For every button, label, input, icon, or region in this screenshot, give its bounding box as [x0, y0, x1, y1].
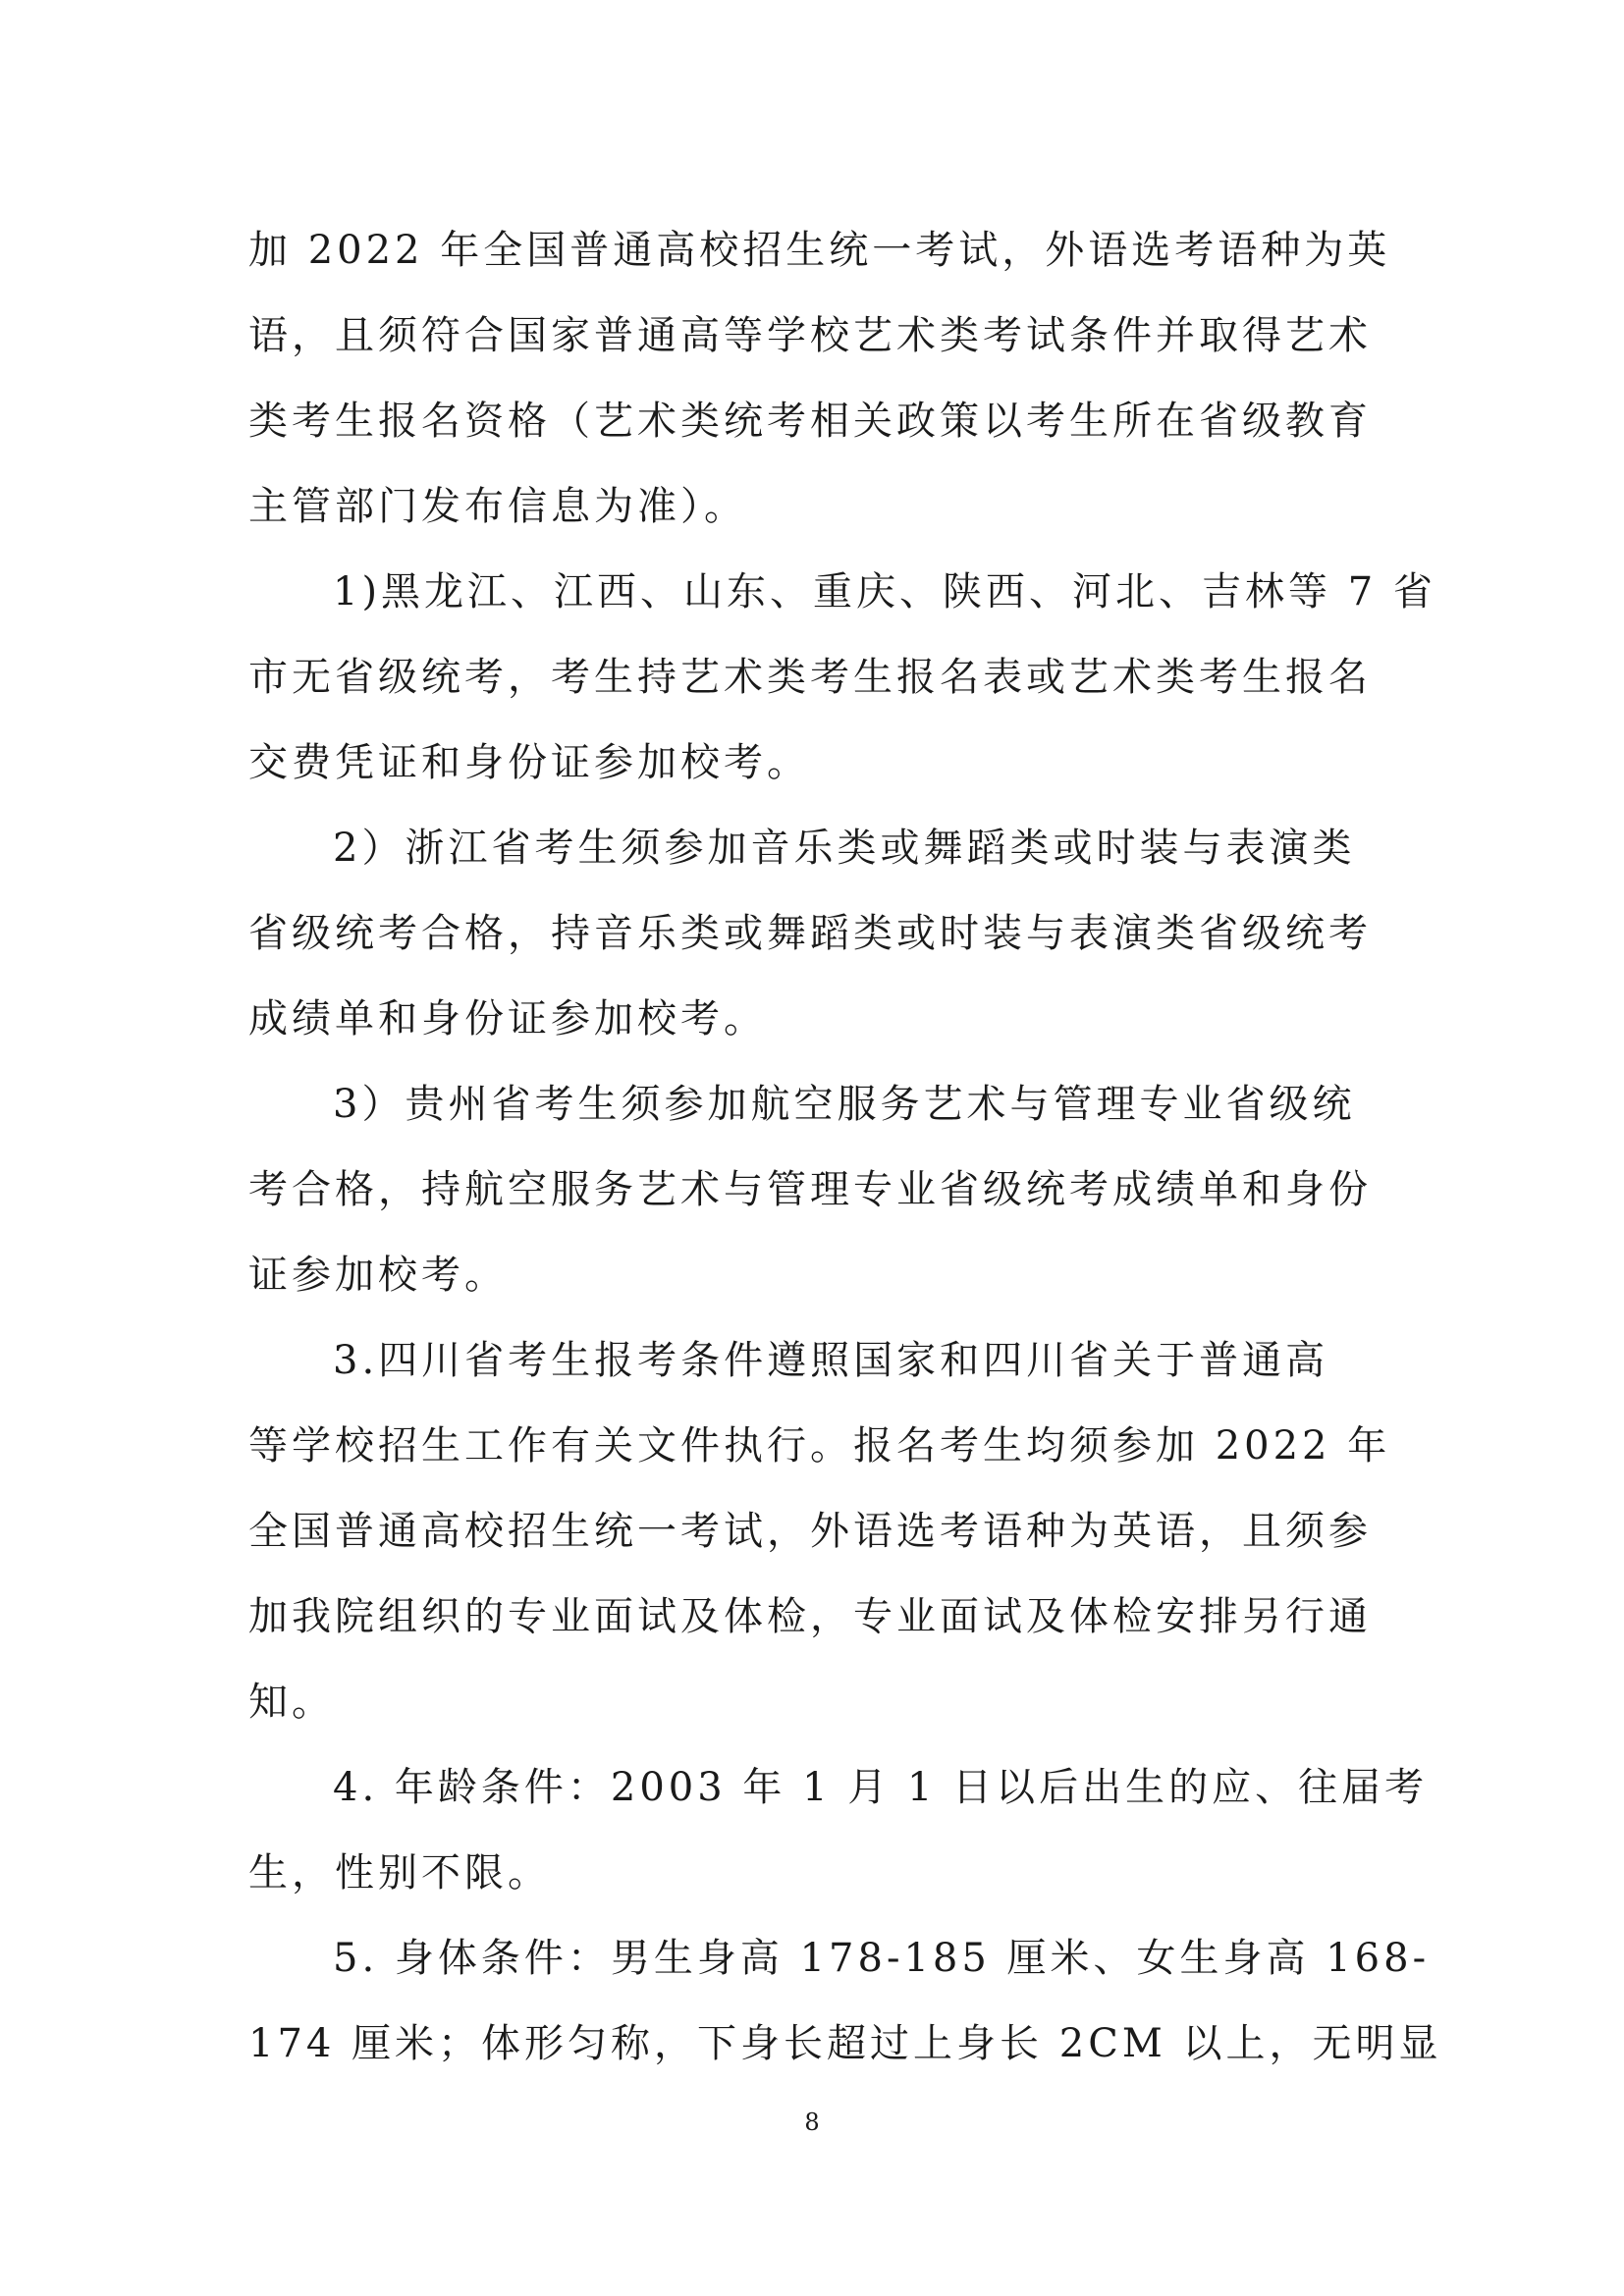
text-line: 1)黑龙江、江西、山东、重庆、陕西、河北、吉林等 7 省	[333, 569, 1436, 614]
paragraph-section-3-sichuan	[248, 1318, 1391, 1745]
text-line: 等学校招生工作有关文件执行。报名考生均须参加 2022 年	[248, 1423, 1391, 1468]
text-line: 生，性别不限。	[248, 1850, 551, 1896]
paragraph-item-2-zhejiang	[248, 806, 1387, 1062]
text-line: 3.四川省考生报考条件遵照国家和四川省关于普通高	[333, 1338, 1329, 1383]
document-body	[248, 208, 1442, 2087]
page-number: 8	[804, 2109, 820, 2136]
paragraph-item-3-guizhou	[248, 1062, 1387, 1318]
text-line: 考合格，持航空服务艺术与管理专业省级统考成绩单和身份	[248, 1167, 1372, 1212]
text-line: 2）浙江省考生须参加音乐类或舞蹈类或时装与表演类	[333, 826, 1356, 871]
text-line: 成绩单和身份证参加校考。	[248, 996, 767, 1041]
text-line: 加我院组织的专业面试及体检，专业面试及体检安排另行通	[248, 1594, 1372, 1639]
text-line: 全国普通高校招生统一考试，外语选考语种为英语，且须参	[248, 1509, 1372, 1554]
paragraph-item-1-no-provincial-exam	[248, 550, 1436, 806]
text-line: 交费凭证和身份证参加校考。	[248, 740, 810, 785]
text-line: 知。	[248, 1680, 335, 1725]
text-line: 市无省级统考，考生持艺术类考生报名表或艺术类考生报名	[248, 655, 1372, 700]
text-line: 加 2022 年全国普通高校招生统一考试，外语选考语种为英	[248, 228, 1391, 273]
text-line: 类考生报名资格（艺术类统考相关政策以考生所在省级教育	[248, 399, 1372, 444]
paragraph-exam-requirement-continued	[248, 208, 1391, 550]
text-line: 5. 身体条件：男生身高 178-185 厘米、女生身高 168-	[333, 1936, 1431, 1981]
paragraph-section-5-physical	[248, 1916, 1442, 2087]
text-line: 3）贵州省考生须参加航空服务艺术与管理专业省级统	[333, 1082, 1356, 1127]
text-line: 语，且须符合国家普通高等学校艺术类考试条件并取得艺术	[248, 313, 1372, 358]
text-line: 4. 年龄条件：2003 年 1 月 1 日以后出生的应、往届考	[333, 1765, 1429, 1810]
text-line: 主管部门发布信息为准）。	[248, 484, 747, 529]
paragraph-section-4-age	[248, 1745, 1429, 1916]
text-line: 证参加校考。	[248, 1253, 508, 1298]
text-line: 174 厘米；体形匀称，下身长超过上身长 2CM 以上，无明显	[248, 2021, 1442, 2066]
text-line: 省级统考合格，持音乐类或舞蹈类或时装与表演类省级统考	[248, 911, 1372, 956]
